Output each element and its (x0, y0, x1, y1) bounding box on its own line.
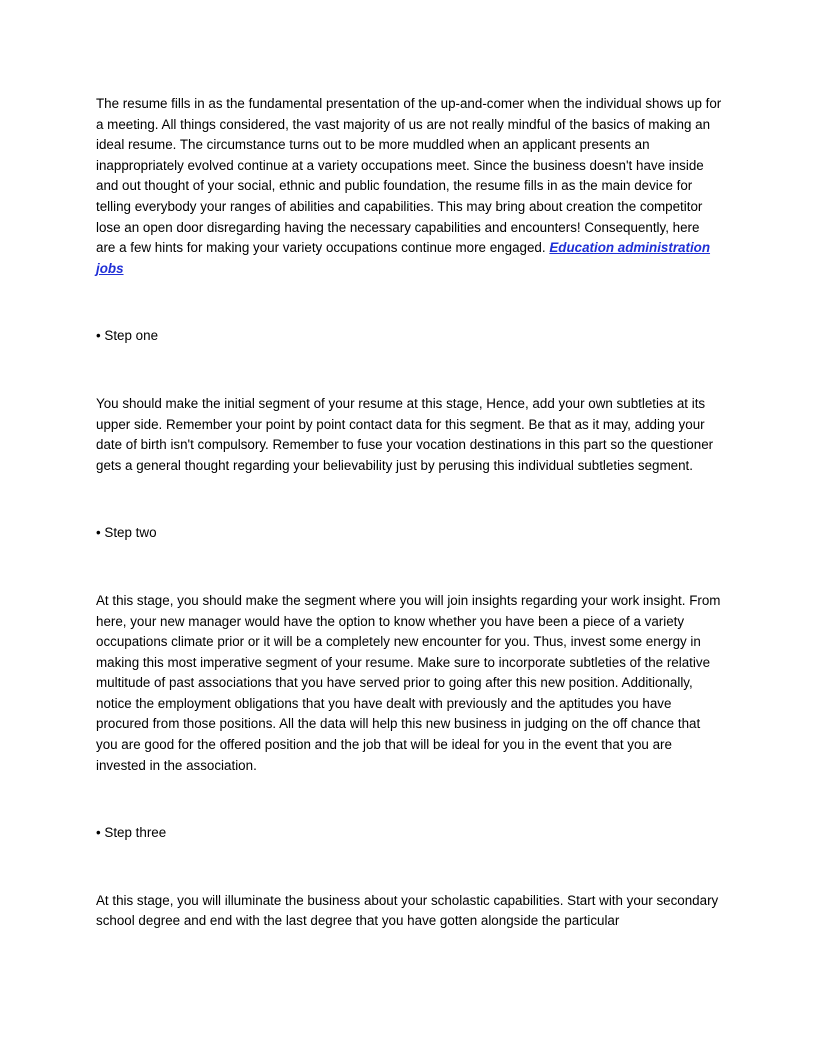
step-one-paragraph: You should make the initial segment of your resume at this stage, Hence, add your own subtleties at its upper side. Remember your point by point contact data for this segment. Be that as it may, adding your date of birth isn't compulsory. Remember to fuse your vocation destinations in this part so the questioner gets a general thought regarding your believability just by perusing this individual subtleties segment. (96, 395, 714, 473)
spacer (96, 776, 722, 823)
step-one-heading: • Step one (96, 328, 159, 344)
document-body (96, 94, 722, 932)
step-three-paragraph: At this stage, you will illuminate the business about your scholastic capabilities. Start with your secondary school degree and end with the last degree that you have gotten alongside the particular (96, 892, 719, 929)
spacer (96, 279, 722, 326)
spacer (96, 544, 722, 591)
step-three-heading: • Step three (96, 825, 167, 841)
spacer (96, 347, 722, 394)
intro-paragraph (96, 94, 722, 279)
education-administration-jobs-link[interactable]: Education administration jobs (96, 240, 711, 276)
intro-paragraph-text: The resume fills in as the fundamental presentation of the up-and-comer when the individual shows up for a meeting. All things considered, the vast majority of us are not really mindful of the basics of making an ideal resume. The circumstance turns out to be more muddled when an applicant presents an inappropriately evolved continue at a variety occupations meet. Since the business doesn't have inside and out thought of your social, ethnic and public foundation, the resume fills in as the main device for telling everybody your ranges of abilities and capabilities. This may bring about creation the competitor lose an open door disregarding having the necessary capabilities and encounters! Consequently, here are a few hints for making your variety occupations continue more engaged. (96, 96, 722, 256)
spacer (96, 844, 722, 891)
spacer (96, 476, 722, 523)
step-two-heading: • Step two (96, 525, 157, 541)
step-two-paragraph: At this stage, you should make the segment where you will join insights regarding your work insight. From here, your new manager would have the option to know whether you have been a piece of a variety occupations climate prior or it will be a completely new encounter for you. Thus, invest some energy in making this most imperative segment of your resume. Make sure to incorporate subtleties of the relative multitude of past associations that you have served prior to going after this new position. Additionally, notice the employment obligations that you have dealt with previously and the aptitudes you have procured from those positions. All the data will help this new business in judging on the off chance that you are good for the offered position and the job that will be ideal for you in the event that you are invested in the association. (96, 592, 721, 773)
